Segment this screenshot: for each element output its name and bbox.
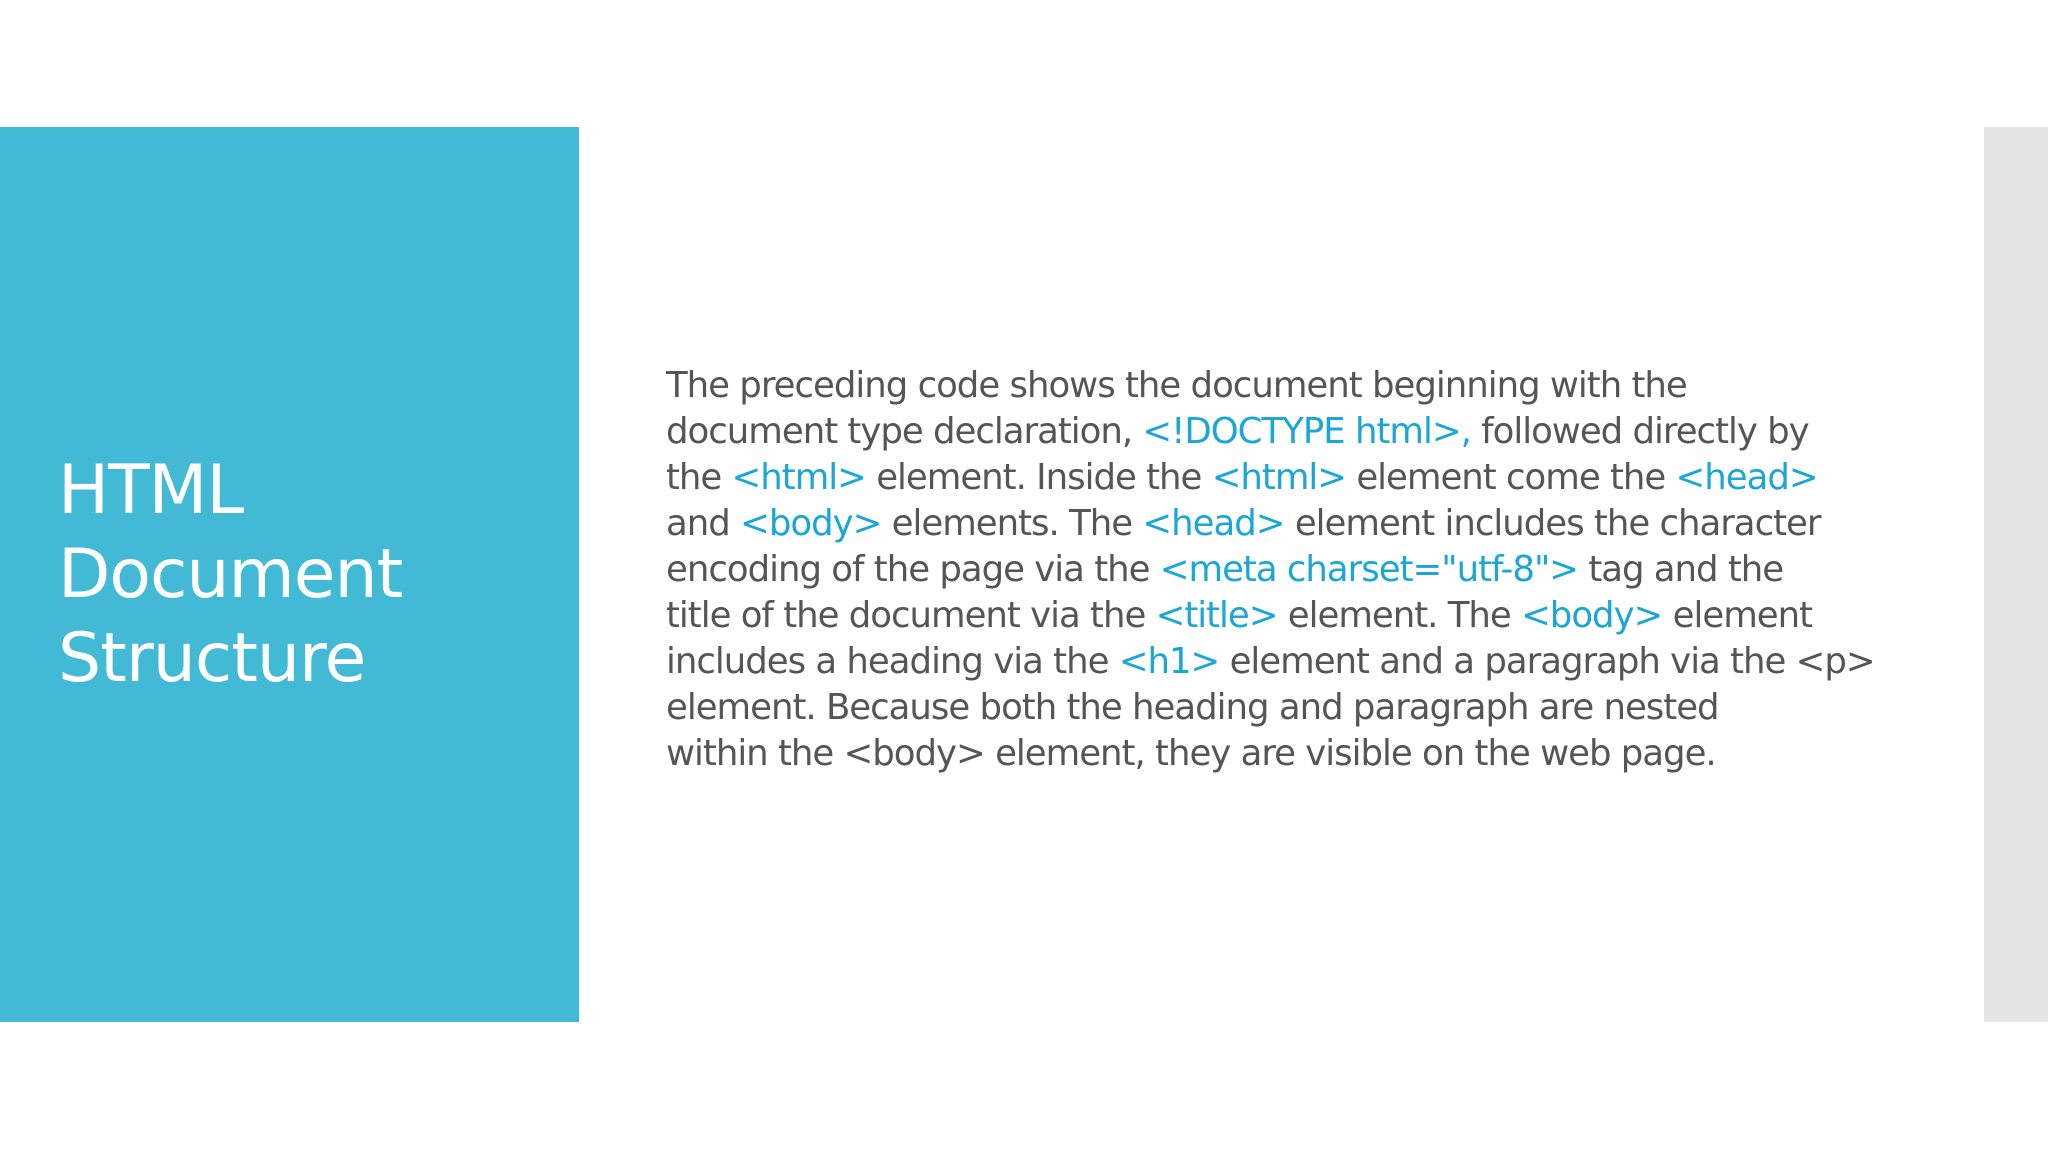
side-strip bbox=[1984, 127, 2048, 1022]
slide-title-line: Document bbox=[58, 535, 403, 614]
body-text-segment: document type declaration, bbox=[666, 411, 1143, 452]
slide-title bbox=[58, 449, 558, 701]
body-line bbox=[666, 593, 1966, 639]
slide-title-line: HTML bbox=[58, 451, 244, 530]
body-text-segment: element and a paragraph via the <p> bbox=[1219, 641, 1875, 682]
body-text-segment: includes a heading via the bbox=[666, 641, 1119, 682]
code-highlight: <title> bbox=[1155, 595, 1278, 636]
body-text-segment: element includes the character bbox=[1284, 503, 1821, 544]
code-highlight: <head> bbox=[1675, 457, 1818, 498]
code-highlight: <meta charset="utf-8"> bbox=[1159, 549, 1579, 590]
body-text-segment: title of the document via the bbox=[666, 595, 1156, 636]
body-text-segment: element. Inside the bbox=[865, 457, 1212, 498]
body-line bbox=[666, 639, 1966, 685]
body-text-segment: followed directly by bbox=[1470, 411, 1809, 452]
body-line bbox=[666, 547, 1966, 593]
body-line bbox=[666, 409, 1966, 455]
body-text-segment: element bbox=[1662, 595, 1813, 636]
body-text-segment: The preceding code shows the document beginning with the bbox=[666, 365, 1687, 406]
code-highlight: <h1> bbox=[1118, 641, 1220, 682]
body-text-segment: element come the bbox=[1346, 457, 1676, 498]
body-line bbox=[666, 685, 1966, 731]
code-highlight: <!DOCTYPE html>, bbox=[1142, 411, 1471, 452]
title-panel bbox=[0, 127, 579, 1022]
code-highlight: <body> bbox=[1521, 595, 1663, 636]
body-line bbox=[666, 731, 1966, 777]
body-line bbox=[666, 501, 1966, 547]
body-text-segment: encoding of the page via the bbox=[666, 549, 1160, 590]
slide-title-line: Structure bbox=[58, 619, 366, 698]
body-text-segment: and bbox=[666, 503, 741, 544]
code-highlight: <html> bbox=[1211, 457, 1347, 498]
slide bbox=[0, 127, 2048, 1022]
body-line bbox=[666, 455, 1966, 501]
code-highlight: <html> bbox=[731, 457, 866, 498]
body-text-segment: element. Because both the heading and paragraph are nested bbox=[666, 687, 1719, 728]
body-text-segment: tag and the bbox=[1578, 549, 1784, 590]
body-text-segment: the bbox=[666, 457, 732, 498]
body-text-segment: elements. The bbox=[881, 503, 1143, 544]
body-text-segment: element. The bbox=[1277, 595, 1522, 636]
code-highlight: <body> bbox=[740, 503, 882, 544]
body-text-segment: within the <body> element, they are visible on the web page. bbox=[666, 733, 1716, 774]
code-highlight: <head> bbox=[1142, 503, 1285, 544]
slide-body-paragraph bbox=[666, 363, 1966, 777]
body-line bbox=[666, 363, 1966, 409]
